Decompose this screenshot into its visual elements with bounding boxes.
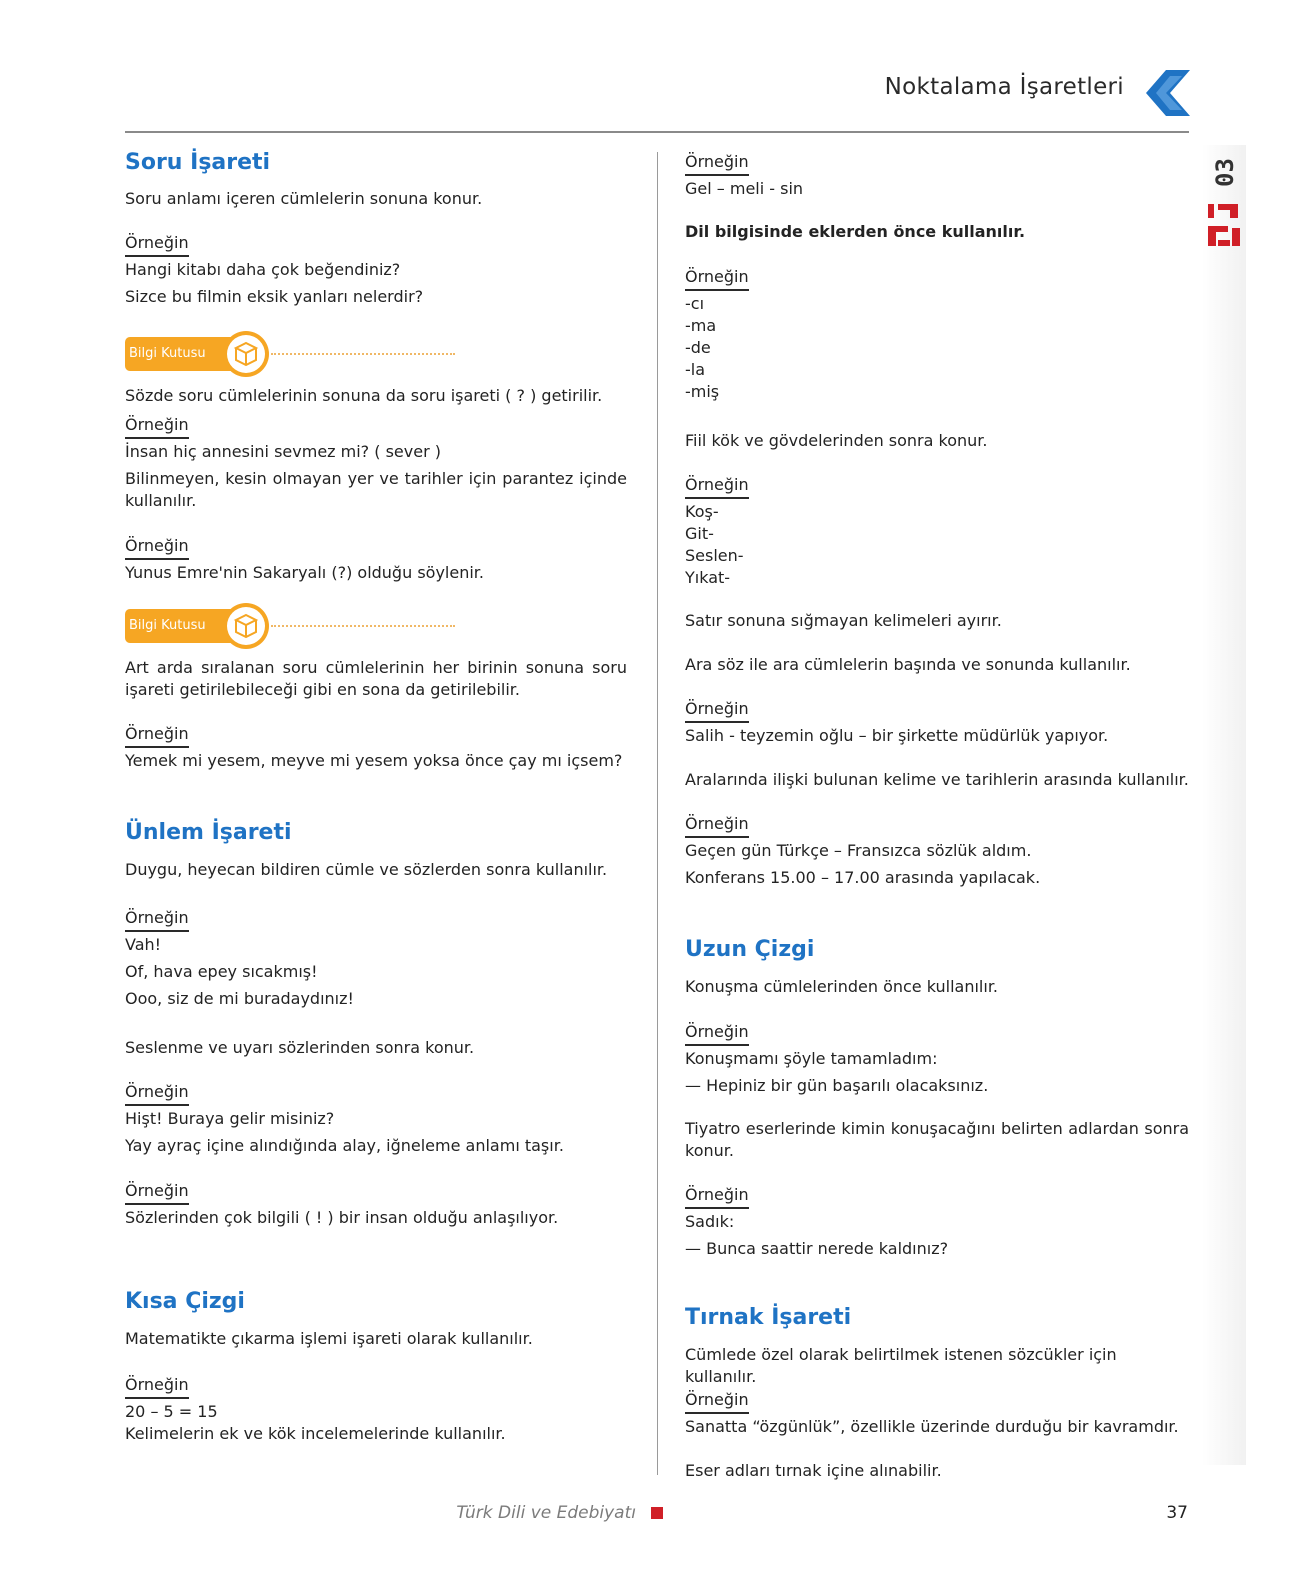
example-line: — Hepiniz bir gün başarılı olacaksınız. [685,1076,989,1095]
paragraph: Seslenme ve uyarı sözlerinden sonra konur. [125,1038,475,1057]
section-title-uzun-cizgi: Uzun Çizgi [685,937,815,962]
example-label: Örneğin [125,907,189,932]
paragraph: Kelimelerin ek ve kök incelemelerinde kullanılır. [125,1424,506,1443]
section-description: Matematikte çıkarma işlemi işareti olarak kullanılır. [125,1329,533,1348]
example-line: Konuşmamı şöyle tamamladım: [685,1049,938,1068]
info-box-badge [125,603,455,653]
chapter-sidebar [1202,145,1246,1465]
example-label: Örneğin [125,723,189,748]
example-line: Of, hava epey sıcakmış! [125,962,318,981]
paragraph: Eser adları tırnak içine alınabilir. [685,1461,942,1480]
box-icon [227,335,265,373]
footer-square-icon [651,1507,663,1519]
page-number: 37 [1166,1503,1188,1523]
example-label: Örneğin [685,1184,749,1209]
example-line: — Bunca saattir nerede kaldınız? [685,1239,949,1258]
section-title-tirnak-isareti: Tırnak İşareti [685,1305,852,1330]
example-label: Örneğin [125,414,189,439]
example-label: Örneğin [685,698,749,723]
running-header-title: Noktalama İşaretleri [884,74,1124,100]
footer-book-title: Türk Dili ve Edebiyatı [456,1503,636,1523]
example-line: Vah! [125,935,162,954]
chevron-left-icon [1146,70,1190,116]
header-divider [125,131,1189,133]
info-box-badge [125,331,455,381]
paragraph: Fiil kök ve gövdelerinden sonra konur. [685,431,988,450]
example-line: Salih - teyzemin oğlu – bir şirkette müdürlük yapıyor. [685,726,1109,745]
paragraph: Yay ayraç içine alındığında alay, iğneleme anlamı taşır. [125,1136,564,1155]
example-label: Örneğin [685,266,749,291]
example-label: Örneğin [685,1389,749,1414]
example-line: Hişt! Buraya gelir misiniz? [125,1109,335,1128]
list-item: Yıkat- [685,568,731,587]
chapter-number: 03 [1211,158,1239,188]
list-item: -ma [685,316,717,335]
example-label: Örneğin [685,151,749,176]
section-description: Duygu, heyecan bildiren cümle ve sözlerden sonra kullanılır. [125,860,608,879]
example-line: Hangi kitabı daha çok beğendiniz? [125,260,401,279]
example-line: Konferans 15.00 – 17.00 arasında yapılacak. [685,868,1041,887]
emphasis-paragraph: Dil bilgisinde eklerden önce kullanılır. [685,222,1026,241]
info-box-text: Sözde soru cümlelerinin sonuna da soru işareti ( ? ) getirilir. [125,386,603,405]
paragraph: Tiyatro eserlerinde kimin konuşacağını belirten adlardan sonra konur. [685,1119,1189,1160]
example-line: Gel – meli - sin [685,179,804,198]
example-line: İnsan hiç annesini sevmez mi? ( sever ) [125,442,441,461]
section-description: Cümlede özel olarak belirtilmek istenen sözcükler için kullanılır. [685,1345,1117,1386]
list-item: -miş [685,382,720,401]
list-item: Seslen- [685,546,744,565]
example-line: Sanatta “özgünlük”, özellikle üzerinde durduğu bir kavramdır. [685,1417,1179,1436]
example-label: Örneğin [125,535,189,560]
paragraph: Bilinmeyen, kesin olmayan yer ve tarihler için parantez içinde kullanılır. [125,469,627,510]
box-icon [227,607,265,645]
section-title-soru-isareti: Soru İşareti [125,150,271,175]
example-label: Örneğin [125,1180,189,1205]
example-label: Örneğin [125,232,189,257]
list-item: -la [685,360,706,379]
section-description: Konuşma cümlelerinden önce kullanılır. [685,977,999,996]
example-line: Sözlerinden çok bilgili ( ! ) bir insan olduğu anlaşılıyor. [125,1208,559,1227]
info-box-text: Art arda sıralanan soru cümlelerinin her birinin sonuna soru işareti getirilebileceği gibi en sona da getirilebilir. [125,658,627,699]
paragraph: Ara söz ile ara cümlelerin başında ve sonunda kullanılır. [685,655,1131,674]
example-label: Örneğin [125,1374,189,1399]
chapter-logo-icon [1208,200,1240,256]
example-label: Örneğin [685,474,749,499]
list-item: -cı [685,294,705,313]
column-divider [657,152,658,1475]
info-box-label: Bilgi Kutusu [125,337,243,371]
example-label: Örneğin [125,1081,189,1106]
example-line: Ooo, siz de mi buradaydınız! [125,989,354,1008]
example-line: Sizce bu filmin eksik yanları nelerdir? [125,287,424,306]
example-line: 20 – 5 = 15 [125,1402,218,1421]
paragraph: Satır sonuna sığmayan kelimeleri ayırır. [685,611,1002,630]
paragraph: Aralarında ilişki bulunan kelime ve tarihlerin arasında kullanılır. [685,770,1189,789]
example-label: Örneğin [685,813,749,838]
list-item: Git- [685,524,714,543]
section-title-unlem-isareti: Ünlem İşareti [125,820,292,845]
example-line: Yunus Emre'nin Sakaryalı (?) olduğu söylenir. [125,563,484,582]
example-line: Sadık: [685,1212,735,1231]
example-line: Yemek mi yesem, meyve mi yesem yoksa önce çay mı içsem? [125,751,623,770]
info-box-label: Bilgi Kutusu [125,609,243,643]
example-label: Örneğin [685,1021,749,1046]
section-title-kisa-cizgi: Kısa Çizgi [125,1289,245,1314]
list-item: -de [685,338,711,357]
example-line: Geçen gün Türkçe – Fransızca sözlük aldım. [685,841,1032,860]
list-item: Koş- [685,502,719,521]
section-description: Soru anlamı içeren cümlelerin sonuna konur. [125,189,483,208]
